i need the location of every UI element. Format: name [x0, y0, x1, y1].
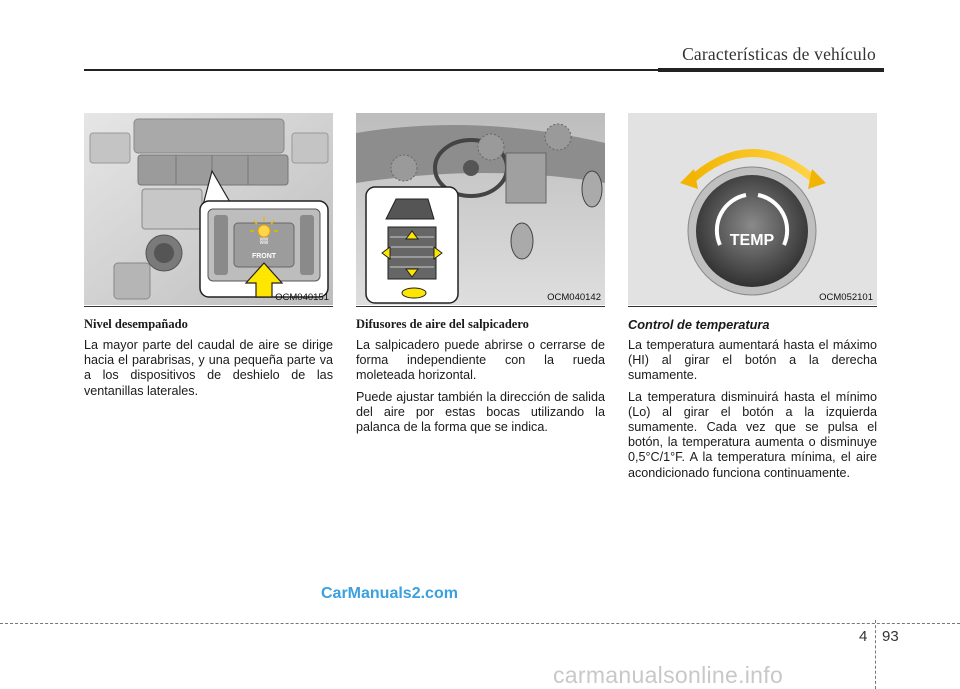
- heading-temperature: Control de temperatura: [628, 317, 770, 332]
- temp-label: TEMP: [729, 232, 775, 249]
- figure-rule: [84, 306, 333, 307]
- header-rule: [84, 69, 884, 71]
- dashboard-defrost-illustration: [84, 113, 333, 305]
- chapter-number: 4: [859, 628, 868, 645]
- paragraph: La temperatura aumentará hasta el máximo (HI) al girar el botón a la derecha sumamente.: [628, 338, 877, 383]
- paragraph: La salpicadero puede abrirse o cerrarse de forma independiente con la rueda moleteada horizontal.: [356, 338, 605, 383]
- page-number: 93: [882, 628, 899, 645]
- watermark-link[interactable]: CarManuals2.com: [321, 585, 458, 602]
- figure-defrost-panel: [84, 113, 333, 305]
- front-label: FRONT: [251, 253, 277, 260]
- column-vents: [356, 113, 605, 435]
- dashboard-vents-illustration: [356, 113, 605, 305]
- figure-code: OCM040151: [275, 292, 329, 303]
- figure-dash-vents: [356, 113, 605, 305]
- paragraph: La temperatura disminuirá hasta el mínimo (Lo) al girar el botón a la izquierda sumamente. Cada vez que se pulsa el botón, la temperatura aumenta o disminuye 0,5°C/1°F. A la temperatura mínima, el aire acondicionado funciona continuamente.: [628, 389, 877, 480]
- svg-text:ʬʬ: ʬʬ: [259, 236, 269, 246]
- figure-rule: [628, 306, 877, 307]
- figure-rule: [356, 306, 605, 307]
- figure-temp-knob: [628, 113, 877, 305]
- site-watermark: carmanualsonline.info: [553, 662, 784, 688]
- section-title: Características de vehículo: [682, 44, 876, 64]
- heading-vents: Difusores de aire del salpicadero: [356, 317, 529, 331]
- paragraph: Puede ajustar también la dirección de salida del aire por estas bocas utilizando la palanca de la forma que se indica.: [356, 389, 605, 435]
- page-divider: [875, 620, 876, 689]
- paragraph: La mayor parte del caudal de aire se dirige hacia el parabrisas, y una pequeña parte va a los dispositivos de deshielo de las ventanillas laterales.: [84, 338, 333, 398]
- temp-knob-illustration: [628, 113, 877, 305]
- heading-defrost: Nivel desempañado: [84, 317, 188, 331]
- figure-code: OCM040142: [547, 292, 601, 303]
- figure-code: OCM052101: [819, 292, 873, 303]
- footer-rule: [0, 623, 960, 624]
- column-temperature: [628, 113, 877, 481]
- column-defrost: [84, 113, 333, 399]
